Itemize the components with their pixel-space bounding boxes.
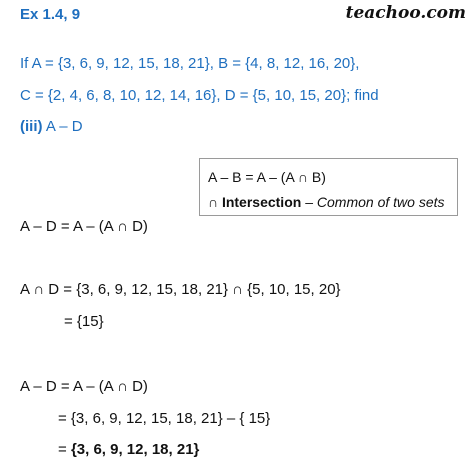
- solution-final: [58, 441, 199, 458]
- question-line-2: C = {2, 4, 6, 8, 10, 12, 14, 16}, D = {5, 10, 15, 20}; find: [20, 87, 379, 104]
- solution-step-5: = {3, 6, 9, 12, 15, 18, 21} – { 15}: [58, 410, 271, 427]
- part-label: (iii): [20, 118, 43, 135]
- final-equals: =: [58, 441, 67, 458]
- note-definition-text: Common of two sets: [316, 194, 445, 210]
- intersection-symbol: ∩: [208, 194, 219, 210]
- solution-step-4: A – D = A – (A ∩ D): [20, 378, 148, 395]
- note-definition: [208, 194, 445, 210]
- solution-step-1: A – D = A – (A ∩ D): [20, 218, 148, 235]
- question-part: [20, 118, 83, 135]
- note-formula: A – B = A – (A ∩ B): [208, 169, 326, 185]
- solution-step-2: A ∩ D = {3, 6, 9, 12, 15, 18, 21} ∩ {5, 10, 15, 20}: [20, 281, 341, 298]
- teachoo-logo: teachoo.com: [345, 3, 466, 23]
- solution-step-3: = {15}: [64, 313, 104, 330]
- note-term: Intersection: [221, 194, 302, 210]
- note-box: [199, 158, 458, 216]
- note-dash: –: [305, 194, 313, 210]
- question-line-1: If A = {3, 6, 9, 12, 15, 18, 21}, B = {4, 8, 12, 16, 20},: [20, 55, 360, 72]
- exercise-title: Ex 1.4, 9: [20, 6, 81, 23]
- final-answer: {3, 6, 9, 12, 18, 21}: [70, 441, 200, 458]
- part-text: A – D: [45, 118, 83, 135]
